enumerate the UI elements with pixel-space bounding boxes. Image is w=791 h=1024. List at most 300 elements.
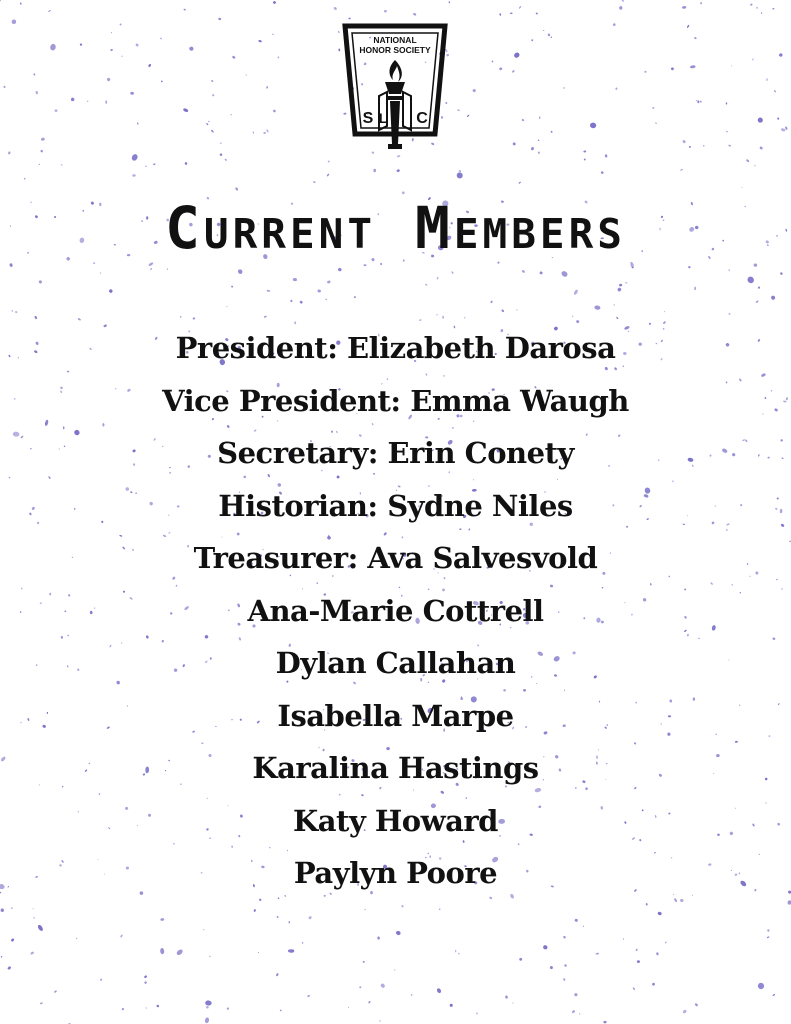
speckle-dot: [33, 917, 35, 919]
speckle-dot: [750, 3, 753, 6]
speckle-dot: [224, 158, 227, 161]
speckle-dot: [518, 181, 521, 184]
speckle-dot: [499, 67, 503, 71]
speckle-dot: [61, 164, 63, 166]
speckle-dot: [573, 289, 578, 295]
speckle-dot: [535, 12, 538, 15]
speckle-dot: [110, 49, 113, 51]
speckle-dot: [413, 13, 417, 16]
speckle-dot: [770, 295, 776, 301]
speckle-dot: [619, 6, 623, 10]
speckle-dot: [40, 1002, 43, 1005]
speckle-dot: [363, 264, 366, 266]
speckle-dot: [105, 100, 107, 103]
speckle-dot: [183, 108, 189, 113]
speckle-dot: [203, 929, 204, 931]
speckle-dot: [354, 296, 356, 298]
speckle-dot: [572, 316, 574, 318]
speckle-dot: [425, 283, 428, 286]
speckle-dot: [728, 269, 730, 271]
speckle-dot: [11, 19, 17, 25]
speckle-dot: [682, 139, 686, 143]
speckle-dot: [746, 159, 750, 163]
speckle-dot: [464, 317, 466, 319]
speckle-dot: [237, 268, 243, 274]
speckle-dot: [519, 958, 523, 962]
speckle-dot: [754, 165, 755, 167]
speckle-dot: [652, 107, 655, 110]
speckle-dot: [772, 994, 775, 997]
speckle-dot: [273, 109, 277, 113]
speckle-dot: [549, 966, 553, 970]
speckle-dot: [35, 91, 38, 95]
speckle-dot: [333, 6, 337, 10]
speckle-dot: [0, 0, 1, 1]
speckle-dot: [258, 952, 260, 953]
speckle-dot: [153, 163, 156, 166]
speckle-dot: [299, 300, 303, 304]
speckle-dot: [384, 10, 387, 13]
speckle-dot: [307, 995, 310, 997]
speckle-dot: [694, 1003, 698, 1007]
speckle-dot: [603, 1021, 607, 1024]
speckle-dot: [655, 122, 657, 124]
speckle-dot: [167, 268, 169, 270]
speckle-dot: [328, 160, 330, 163]
speckle-dot: [616, 316, 619, 319]
speckle-dot: [442, 316, 443, 319]
speckle-dot: [696, 100, 698, 101]
speckle-dot: [145, 166, 147, 168]
speckle-dot: [11, 310, 13, 312]
speckle-dot: [219, 153, 222, 156]
logo-letter-c: C: [416, 110, 428, 127]
speckle-dot: [543, 30, 544, 31]
speckle-dot: [612, 23, 616, 27]
speckle-dot: [584, 158, 586, 160]
speckle-dot: [774, 90, 777, 93]
speckle-dot: [451, 271, 454, 274]
speckle-dot: [538, 152, 540, 154]
speckle-dot: [756, 7, 758, 9]
speckle-dot: [211, 129, 214, 133]
logo-letter-s: S: [362, 110, 374, 127]
speckle-dot: [280, 1009, 282, 1011]
speckle-dot: [595, 953, 599, 955]
speckle-dot: [235, 187, 239, 191]
speckle-dot: [436, 988, 442, 994]
speckle-dot: [746, 275, 755, 284]
speckle-dot: [226, 306, 227, 307]
speckle-dot: [436, 277, 438, 280]
member-treasurer: Treasurer: Ava Salvesvold: [193, 541, 598, 575]
speckle-dot: [411, 994, 413, 996]
speckle-dot: [180, 316, 182, 318]
speckle-dot: [623, 938, 624, 940]
speckle-dot: [766, 78, 768, 81]
speckle-dot: [772, 8, 774, 10]
speckle-dot: [780, 272, 783, 275]
speckle-dot: [264, 315, 267, 318]
speckle-dot: [189, 46, 195, 52]
speckle-dot: [206, 123, 209, 126]
speckle-dot: [731, 65, 732, 66]
speckle-dot: [682, 6, 687, 9]
speckle-dot: [266, 129, 269, 133]
speckle-dot: [397, 155, 401, 158]
speckle-dot: [54, 990, 57, 993]
speckle-dot: [694, 287, 696, 291]
speckle-dot: [266, 289, 270, 292]
speckle-dot: [39, 164, 40, 165]
speckle-dot: [761, 12, 763, 14]
speckle-dot: [777, 117, 779, 119]
speckle-dot: [327, 280, 331, 284]
speckle-dot: [185, 162, 188, 165]
speckle-dot: [30, 951, 34, 955]
speckle-dot: [290, 300, 293, 303]
speckle-dot: [455, 950, 456, 953]
speckle-dot: [338, 48, 340, 51]
speckle-dot: [276, 973, 279, 977]
speckle-dot: [11, 907, 13, 908]
speckle-dot: [458, 953, 460, 955]
speckle-dot: [317, 289, 321, 292]
speckle-dot: [455, 171, 464, 180]
speckle-dot: [348, 1007, 349, 1008]
speckle-dot: [590, 122, 597, 129]
speckle-dot: [193, 317, 195, 319]
speckle-dot: [513, 51, 520, 58]
speckle-dot: [273, 1, 277, 5]
speckle-dot: [703, 145, 704, 147]
speckle-dot: [266, 86, 269, 89]
speckle-dot: [490, 300, 493, 303]
speckle-dot: [77, 318, 81, 321]
speckle-dot: [560, 270, 568, 278]
speckle-dot: [543, 945, 549, 950]
speckle-dot: [218, 17, 221, 20]
speckle-dot: [726, 131, 728, 133]
speckle-dot: [253, 131, 255, 133]
speckle-dot: [656, 952, 659, 956]
speckle-dot: [510, 12, 513, 14]
speckle-dot: [571, 1010, 575, 1014]
member-list-item: Dylan Callahan: [275, 646, 516, 680]
speckle-dot: [132, 174, 136, 177]
speckle-dot: [622, 0, 625, 2]
speckle-dot: [688, 266, 691, 269]
member-secretary: Secretary: Erin Conety: [217, 436, 574, 470]
speckle-dot: [699, 100, 702, 103]
speckle-dot: [690, 65, 696, 69]
speckle-dot: [364, 909, 366, 911]
speckle-dot: [600, 171, 604, 175]
speckle-dot: [539, 116, 541, 119]
speckle-dot: [726, 102, 728, 104]
speckle-dot: [54, 109, 57, 112]
speckle-dot: [439, 908, 440, 910]
speckle-dot: [338, 267, 342, 271]
speckle-dot: [160, 38, 163, 40]
page-title: Current Members: [165, 194, 626, 262]
speckle-dot: [38, 280, 42, 284]
speckle-dot: [313, 181, 316, 183]
speckle-dot: [120, 934, 123, 938]
speckle-dot: [538, 139, 540, 141]
speckle-dot: [625, 282, 627, 284]
speckle-dot: [272, 33, 274, 35]
speckle-dot: [212, 94, 214, 96]
speckle-dot: [459, 170, 462, 172]
speckle-dot: [231, 285, 234, 288]
speckle-dot: [100, 978, 102, 981]
speckle-dot: [521, 270, 525, 274]
speckle-dot: [419, 319, 422, 321]
speckle-dot: [450, 1004, 453, 1007]
speckle-dot: [48, 10, 51, 13]
speckle-dot: [664, 311, 665, 313]
member-list-item: Paylyn Poore: [293, 856, 498, 890]
speckle-dot: [40, 149, 43, 152]
speckle-dot: [401, 905, 404, 908]
speckle-dot: [617, 287, 622, 292]
speckle-dot: [121, 1008, 124, 1011]
speckle-dot: [111, 32, 113, 34]
speckle-dot: [183, 8, 186, 10]
speckle-dot: [145, 1007, 147, 1009]
speckle-dot: [457, 109, 460, 110]
speckle-dot: [130, 92, 134, 95]
speckle-dot: [232, 55, 236, 59]
speckle-dot: [467, 114, 470, 117]
speckle-dot: [436, 314, 438, 315]
speckle-dot: [694, 37, 697, 40]
speckle-dot: [613, 304, 615, 306]
speckle-dot: [108, 289, 113, 294]
speckle-dot: [363, 961, 365, 963]
speckle-dot: [220, 142, 222, 144]
speckle-dot: [752, 58, 754, 60]
logo-letter-l: L: [378, 110, 388, 126]
member-vice-president: Vice President: Emma Waugh: [162, 383, 629, 418]
member-list-item: Isabella Marpe: [277, 698, 514, 733]
speckle-dot: [368, 1001, 371, 1004]
speckle-dot: [574, 918, 578, 922]
speckle-dot: [208, 121, 210, 123]
speckle-dot: [394, 969, 395, 970]
speckle-dot: [150, 268, 153, 271]
speckle-dot: [119, 23, 122, 26]
speckle-dot: [1, 956, 3, 958]
speckle-dot: [687, 25, 690, 29]
speckle-dot: [258, 39, 262, 42]
speckle-dot: [144, 975, 148, 979]
speckle-dot: [100, 272, 102, 273]
speckle-dot: [516, 309, 517, 310]
speckle-dot: [741, 187, 742, 188]
speckle-dot: [308, 916, 312, 920]
speckle-dot: [632, 987, 635, 991]
speckle-dot: [206, 1006, 209, 1009]
speckle-dot: [246, 74, 247, 75]
speckle-dot: [547, 33, 550, 36]
speckle-dot: [263, 132, 266, 134]
speckle-dot: [377, 936, 380, 940]
speckle-dot: [512, 1002, 513, 1004]
speckle-dot: [563, 936, 566, 939]
speckle-dot: [396, 169, 400, 173]
speckle-dot: [359, 986, 361, 988]
speckle-dot: [80, 43, 83, 45]
member-president: President: Elizabeth Darosa: [175, 331, 616, 365]
speckle-dot: [619, 284, 622, 287]
speckle-dot: [302, 942, 304, 944]
speckle-dot: [20, 2, 22, 5]
speckle-dot: [785, 126, 788, 130]
speckle-dot: [230, 114, 232, 116]
logo-text-honor-society: HONOR SOCIETY: [359, 45, 431, 55]
speckle-dot: [135, 43, 139, 47]
speckle-dot: [338, 31, 340, 33]
speckle-dot: [657, 911, 662, 915]
speckle-dot: [226, 1007, 229, 1010]
speckle-dot: [326, 173, 329, 176]
speckle-dot: [253, 909, 256, 912]
speckle-dot: [0, 908, 4, 912]
speckle-dot: [32, 908, 34, 909]
speckle-dot: [682, 1009, 687, 1014]
speckle-dot: [37, 924, 44, 932]
speckle-dot: [160, 948, 165, 955]
speckle-dot: [563, 978, 566, 981]
speckle-dot: [505, 995, 508, 999]
speckle-dot: [665, 941, 667, 944]
speckle-dot: [34, 315, 37, 319]
speckle-dot: [380, 983, 386, 989]
speckle-dot: [689, 146, 692, 148]
speckle-dot: [539, 271, 543, 275]
speckle-dot: [106, 77, 110, 81]
speckle-dot: [518, 6, 521, 9]
speckle-dot: [7, 966, 12, 970]
speckle-dot: [755, 300, 759, 303]
logo-text-national: NATIONAL: [373, 35, 417, 45]
speckle-dot: [373, 169, 376, 173]
speckle-dot: [499, 13, 501, 16]
speckle-dot: [15, 311, 18, 313]
speckle-dot: [144, 981, 147, 984]
speckle-dot: [448, 1, 450, 3]
speckle-dot: [137, 122, 139, 125]
speckle-dot: [700, 2, 703, 5]
speckle-dot: [757, 116, 764, 123]
speckle-dot: [583, 925, 585, 927]
speckle-dot: [594, 305, 601, 310]
speckle-dot: [512, 142, 516, 146]
speckle-dot: [492, 60, 494, 62]
speckle-dot: [512, 70, 515, 73]
speckle-dot: [156, 1004, 159, 1007]
speckle-dot: [325, 298, 327, 300]
speckle-dot: [293, 278, 297, 281]
speckle-dot: [476, 1012, 478, 1014]
speckle-dot: [205, 1000, 212, 1006]
speckle-dot: [11, 938, 15, 942]
speckle-dot: [131, 153, 139, 162]
speckle-dot: [501, 309, 504, 313]
speckle-dot: [579, 1013, 580, 1014]
speckle-dot: [781, 128, 786, 132]
member-list-item: Ana-Marie Cottrell: [247, 593, 544, 628]
speckle-dot: [276, 916, 279, 919]
speckle-dot: [728, 313, 730, 314]
speckle-dot: [680, 169, 683, 171]
speckle-dot: [605, 154, 608, 158]
speckle-dot: [41, 137, 46, 141]
speckle-dot: [204, 1017, 209, 1024]
speckle-dot: [637, 960, 640, 963]
speckle-dot: [50, 43, 57, 51]
speckle-dot: [531, 39, 533, 41]
speckle-dot: [635, 948, 638, 951]
speckle-dot: [670, 67, 674, 71]
speckle-dot: [521, 119, 524, 122]
speckle-dot: [76, 937, 78, 939]
speckle-dot: [71, 97, 75, 101]
speckle-dot: [209, 956, 211, 958]
speckle-dot: [3, 85, 6, 88]
speckle-dot: [767, 936, 770, 938]
speckle-dot: [652, 982, 656, 986]
speckle-dot: [176, 948, 184, 956]
speckle-dot: [379, 1020, 381, 1021]
speckle-dot: [583, 150, 586, 152]
national-honor-society-logo: [341, 22, 449, 152]
speckle-dot: [288, 921, 290, 924]
speckle-dot: [757, 982, 764, 989]
speckle-dot: [759, 146, 763, 150]
speckle-dot: [87, 100, 89, 102]
speckle-dot: [644, 71, 646, 73]
speckle-dot: [160, 918, 164, 921]
speckle-dot: [211, 80, 214, 82]
speckle-dot: [697, 100, 699, 103]
speckle-dot: [646, 903, 648, 906]
speckle-dot: [161, 80, 163, 82]
speckle-dot: [148, 63, 152, 67]
speckle-dot: [550, 36, 552, 38]
speckle-dot: [395, 930, 401, 936]
speckle-dot: [24, 178, 26, 180]
speckle-dot: [615, 87, 618, 90]
speckle-dot: [121, 55, 123, 57]
member-list-item: Karalina Hastings: [252, 751, 539, 785]
member-list: [0, 322, 791, 900]
speckle-dot: [33, 73, 36, 76]
member-historian: Historian: Sydne Niles: [218, 488, 573, 523]
speckle-dot: [758, 286, 761, 289]
speckle-dot: [472, 89, 476, 93]
speckle-dot: [563, 87, 564, 89]
speckle-dot: [728, 145, 731, 147]
speckle-dot: [277, 56, 279, 59]
speckle-dot: [564, 964, 567, 967]
speckle-dot: [550, 131, 552, 134]
speckle-dot: [787, 900, 791, 905]
speckle-dot: [778, 53, 783, 58]
speckle-dot: [574, 993, 578, 997]
